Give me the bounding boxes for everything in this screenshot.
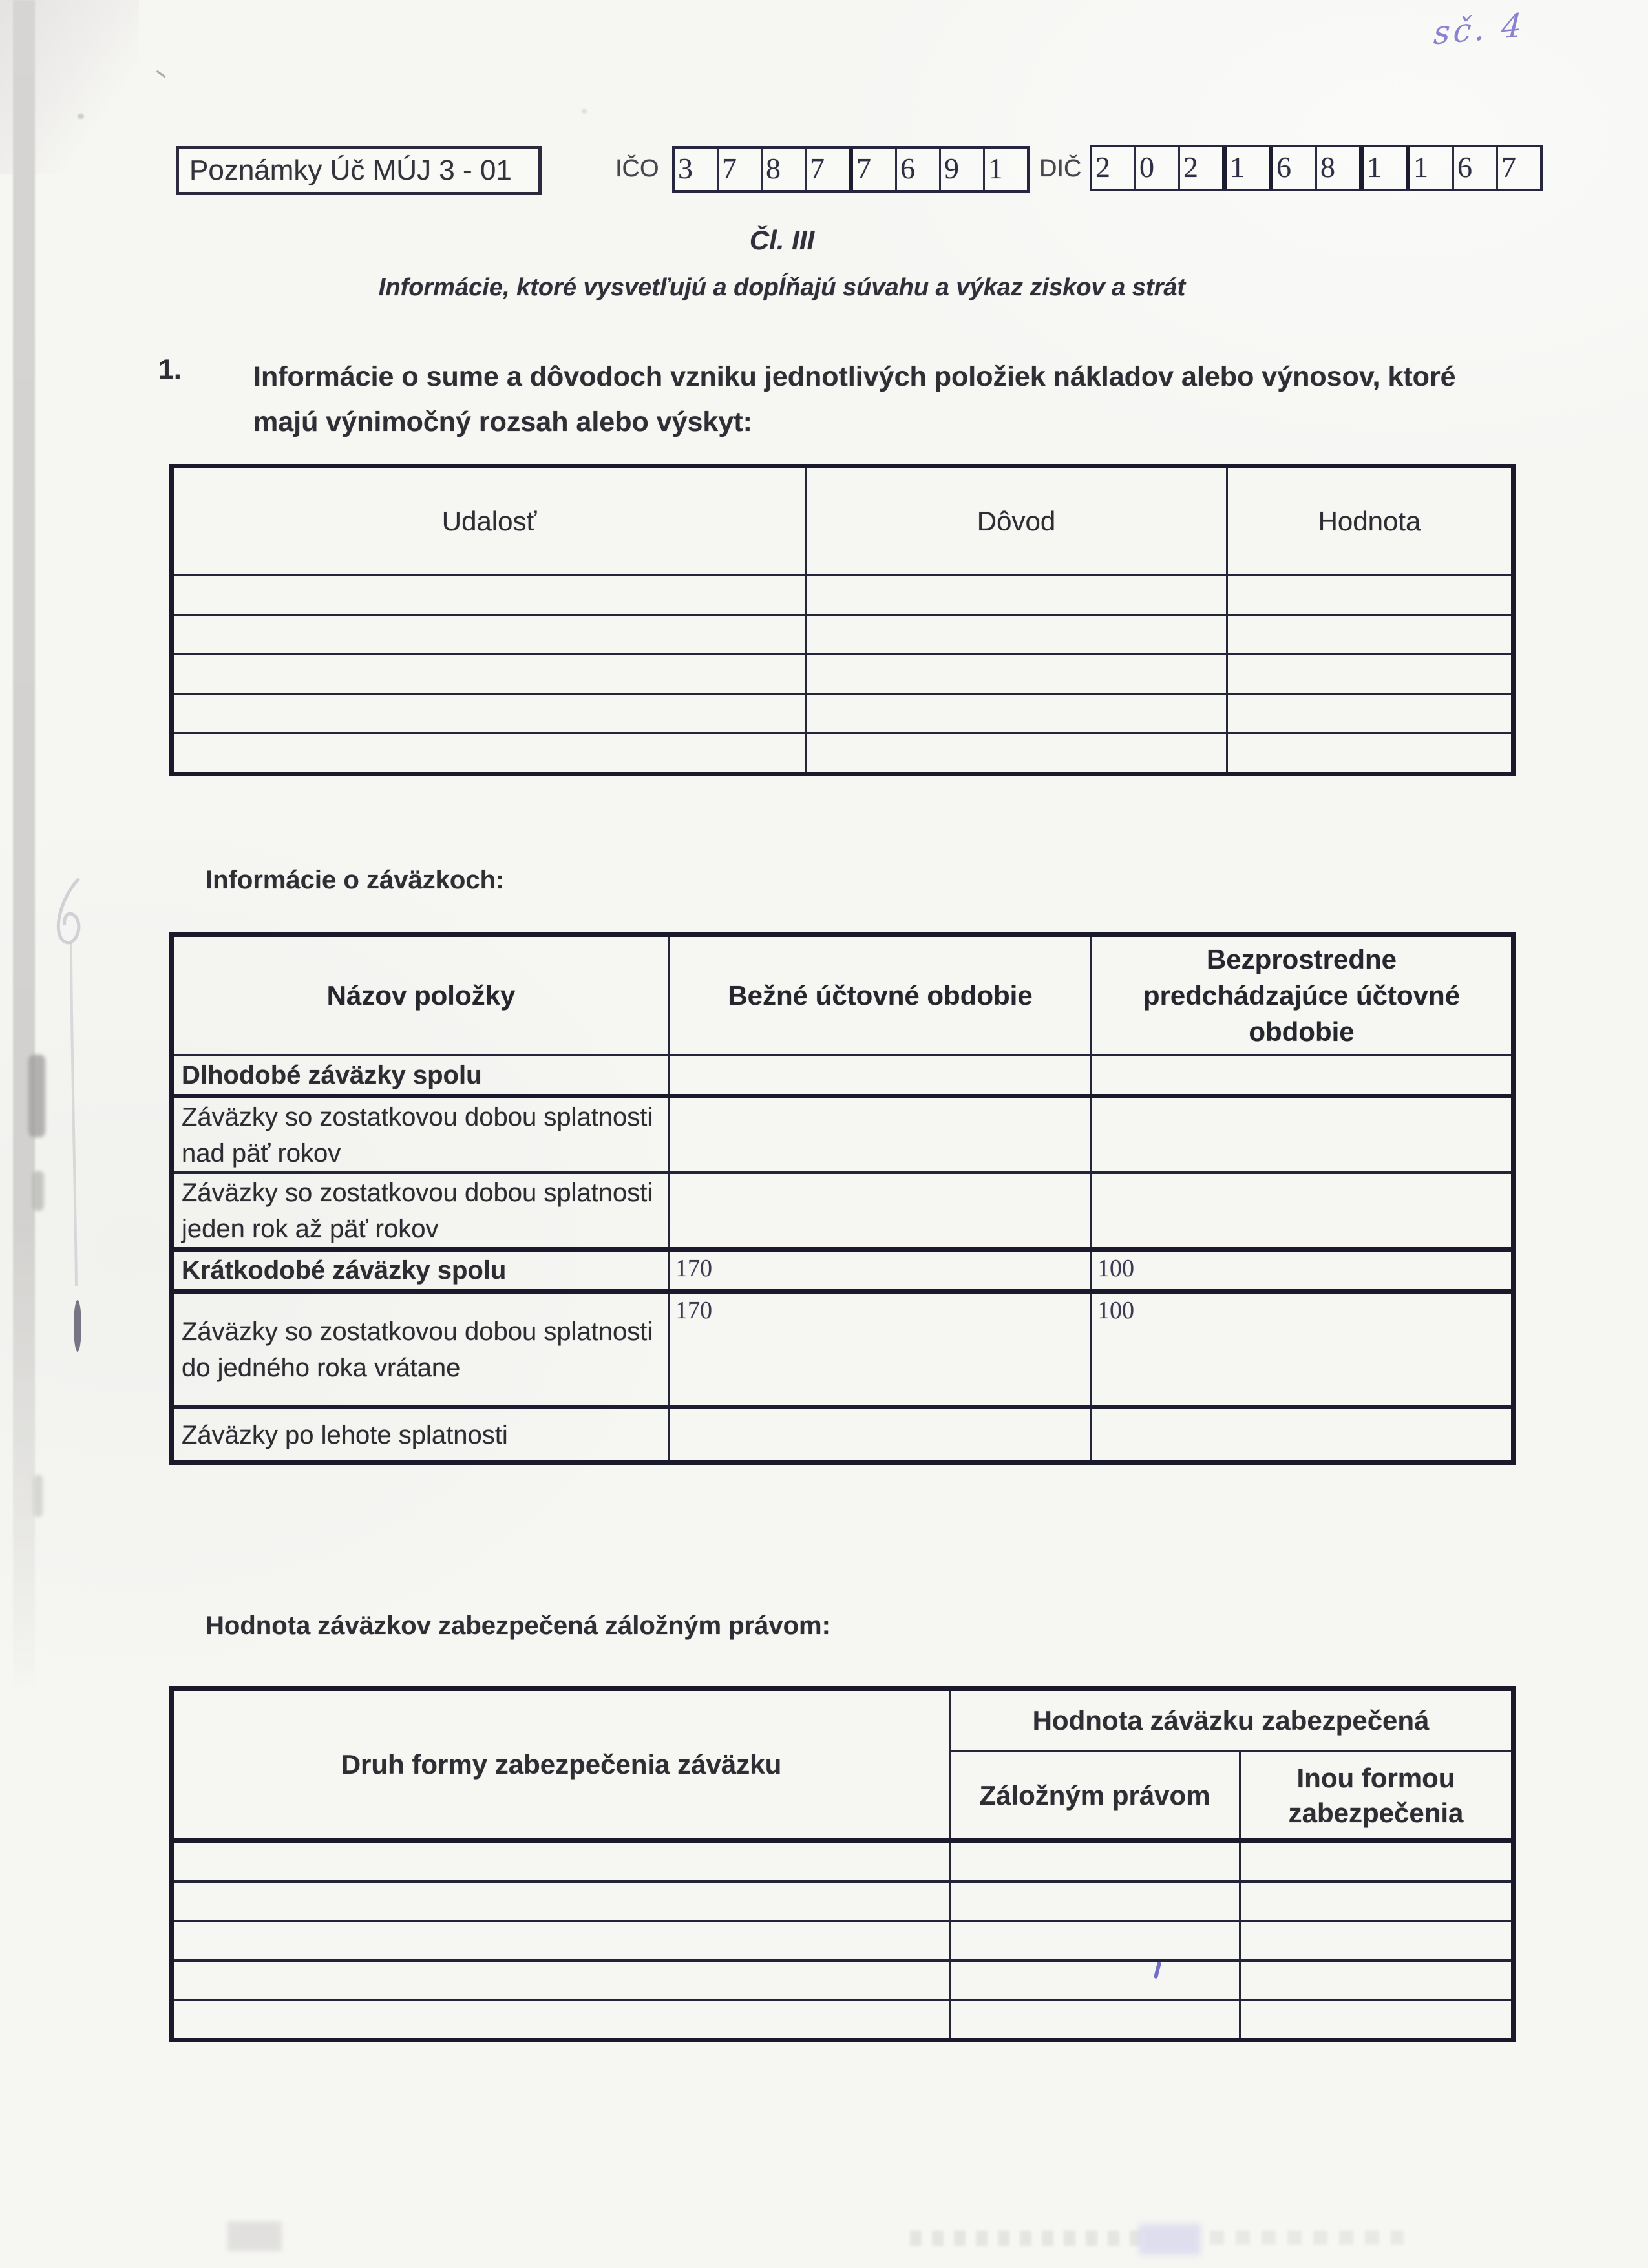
scan-smudge (910, 2231, 1143, 2246)
empty-cell (1240, 1921, 1514, 1960)
scan-smudge (1139, 2224, 1201, 2255)
empty-cell (172, 615, 806, 655)
secured-header-group: Hodnota záväzku zabezpečená (950, 1689, 1514, 1752)
secured-empty-row (172, 1882, 1514, 1921)
liabilities-row (172, 1173, 1514, 1250)
secured-empty-row (172, 1960, 1514, 2000)
events-table (169, 464, 1516, 776)
empty-cell (172, 1841, 950, 1882)
scan-edge-mark (28, 1055, 45, 1137)
empty-cell (1227, 733, 1514, 774)
value-cell (670, 1055, 1092, 1097)
value-cell (1092, 1055, 1514, 1097)
events-empty-row (172, 576, 1514, 615)
value-cell: 170 (670, 1292, 1092, 1408)
empty-cell (950, 2000, 1240, 2041)
row-label: Dlhodobé záväzky spolu (172, 1055, 670, 1097)
dic-digit-cell: 0 (1134, 147, 1178, 189)
row-label: Krátkodobé záväzky spolu (172, 1250, 670, 1292)
events-empty-row (172, 694, 1514, 733)
section-1-text: Informácie o sume a dôvodoch vzniku jednotlivých položiek nákladov alebo výnosov, ktoré majú výnimočný rozsah alebo výskyt: (253, 361, 1456, 437)
section-1-number: 1. (158, 354, 182, 385)
row-label: Záväzky po lehote splatnosti (172, 1407, 670, 1463)
liabilities-row (172, 1055, 1514, 1097)
value-cell: 170 (670, 1250, 1092, 1292)
empty-cell (950, 1960, 1240, 2000)
empty-cell (172, 1921, 950, 1960)
empty-cell (172, 733, 806, 774)
ico-digit-cell: 7 (717, 149, 761, 190)
empty-cell (950, 1882, 1240, 1921)
value-cell (670, 1407, 1092, 1463)
ico-digit-cell: 1 (983, 149, 1027, 190)
dic-digit-cell: 6 (1269, 147, 1315, 189)
dic-digit-boxes (1090, 145, 1543, 191)
secured-header-type: Druh formy zabezpečenia záväzku (172, 1689, 950, 1842)
ico-digit-cell: 7 (805, 149, 849, 190)
empty-cell (172, 2000, 950, 2041)
dic-label: DIČ (1039, 155, 1082, 182)
value-cell: 100 (1092, 1292, 1514, 1408)
empty-cell (1240, 1841, 1514, 1882)
empty-cell (950, 1921, 1240, 1960)
ico-digit-boxes (672, 146, 1030, 193)
secured-header-other: Inou formou zabezpečenia (1240, 1752, 1514, 1842)
secured-header-row-1 (172, 1689, 1514, 1752)
empty-cell (1227, 694, 1514, 733)
value-cell (1092, 1097, 1514, 1173)
row-label: Záväzky so zostatkovou dobou splatnosti jeden rok až päť rokov (172, 1173, 670, 1250)
secured-empty-row (172, 1921, 1514, 1960)
dic-digit-cell: 7 (1496, 147, 1540, 189)
liabilities-row (172, 1250, 1514, 1292)
dic-digit-cell: 1 (1406, 147, 1452, 189)
row-label: Záväzky so zostatkovou dobou splatnosti do jedného roka vrátane (172, 1292, 670, 1408)
value-cell (670, 1173, 1092, 1250)
empty-cell (172, 1882, 950, 1921)
liabilities-header-previous: Bezprostredne predchádzajúce účtovné obdobie (1092, 935, 1514, 1055)
value-cell: 100 (1092, 1250, 1514, 1292)
dic-digit-cell: 6 (1452, 147, 1496, 189)
article-title: Čl. III (749, 225, 815, 255)
liabilities-row (172, 1292, 1514, 1408)
empty-cell (172, 655, 806, 694)
empty-cell (806, 733, 1227, 774)
empty-cell (806, 615, 1227, 655)
empty-cell (806, 655, 1227, 694)
ico-digit-cell: 7 (849, 149, 895, 190)
form-code-box: Poznámky Úč MÚJ 3 - 01 (176, 146, 542, 195)
empty-cell (1240, 1882, 1514, 1921)
empty-cell (806, 694, 1227, 733)
ico-digit-cell: 6 (895, 149, 939, 190)
scan-smudge (1210, 2231, 1404, 2245)
scan-edge-mark (32, 1171, 44, 1211)
article-subtitle: Informácie, ktoré vysvetľujú a dopĺňajú súvahu a výkaz ziskov a strát (378, 274, 1186, 301)
ico-digit-cell: 3 (678, 152, 693, 185)
liabilities-row (172, 1097, 1514, 1173)
dic-digit-cell: 2 (1095, 151, 1110, 184)
liabilities-row (172, 1407, 1514, 1463)
row-label: Záväzky so zostatkovou dobou splatnosti nad päť rokov (172, 1097, 670, 1173)
value-cell (1092, 1173, 1514, 1250)
events-empty-row (172, 615, 1514, 655)
ico-digit-cell: 8 (761, 149, 805, 190)
ico-digit-cell: 9 (939, 149, 983, 190)
dic-digit-cell: 1 (1222, 147, 1269, 189)
empty-cell (1240, 1960, 1514, 2000)
events-header-hodnota: Hodnota (1227, 467, 1514, 576)
events-header-udalost: Udalosť (172, 467, 806, 576)
scan-speck (78, 114, 84, 119)
empty-cell (1240, 2000, 1514, 2041)
dic-digit-cell: 1 (1359, 147, 1406, 189)
scan-smudge (227, 2221, 282, 2251)
value-cell (1092, 1407, 1514, 1463)
secured-header-lien: Záložným právom (950, 1752, 1240, 1842)
events-empty-row (172, 733, 1514, 774)
handwritten-page-mark: sč. 4 (1432, 6, 1527, 52)
liabilities-header-row (172, 935, 1514, 1055)
scan-speck (156, 65, 170, 78)
secured-empty-row (172, 1841, 1514, 1882)
dic-digit-cell: 8 (1315, 147, 1359, 189)
liabilities-table (169, 932, 1516, 1465)
secured-table (169, 1686, 1516, 2042)
ico-label: IČO (615, 155, 659, 182)
empty-cell (1227, 655, 1514, 694)
dic-digit-cell: 2 (1178, 147, 1222, 189)
empty-cell (1227, 576, 1514, 615)
scan-edge-mark (34, 1475, 43, 1517)
secured-empty-row (172, 2000, 1514, 2041)
value-cell (670, 1097, 1092, 1173)
events-empty-row (172, 655, 1514, 694)
empty-cell (806, 576, 1227, 615)
events-header-dovod: Dôvod (806, 467, 1227, 576)
scan-speck (582, 109, 587, 114)
pencil-stroke-artifact (45, 834, 116, 1389)
events-header-row (172, 467, 1514, 576)
secured-heading: Hodnota záväzkov zabezpečená záložným právom: (206, 1612, 830, 1640)
empty-cell (172, 576, 806, 615)
liabilities-header-current: Bežné účtovné obdobie (670, 935, 1092, 1055)
empty-cell (172, 694, 806, 733)
liabilities-header-name: Názov položky (172, 935, 670, 1055)
liabilities-heading: Informácie o záväzkoch: (206, 866, 505, 894)
empty-cell (172, 1960, 950, 2000)
empty-cell (1227, 615, 1514, 655)
empty-cell (950, 1841, 1240, 1882)
